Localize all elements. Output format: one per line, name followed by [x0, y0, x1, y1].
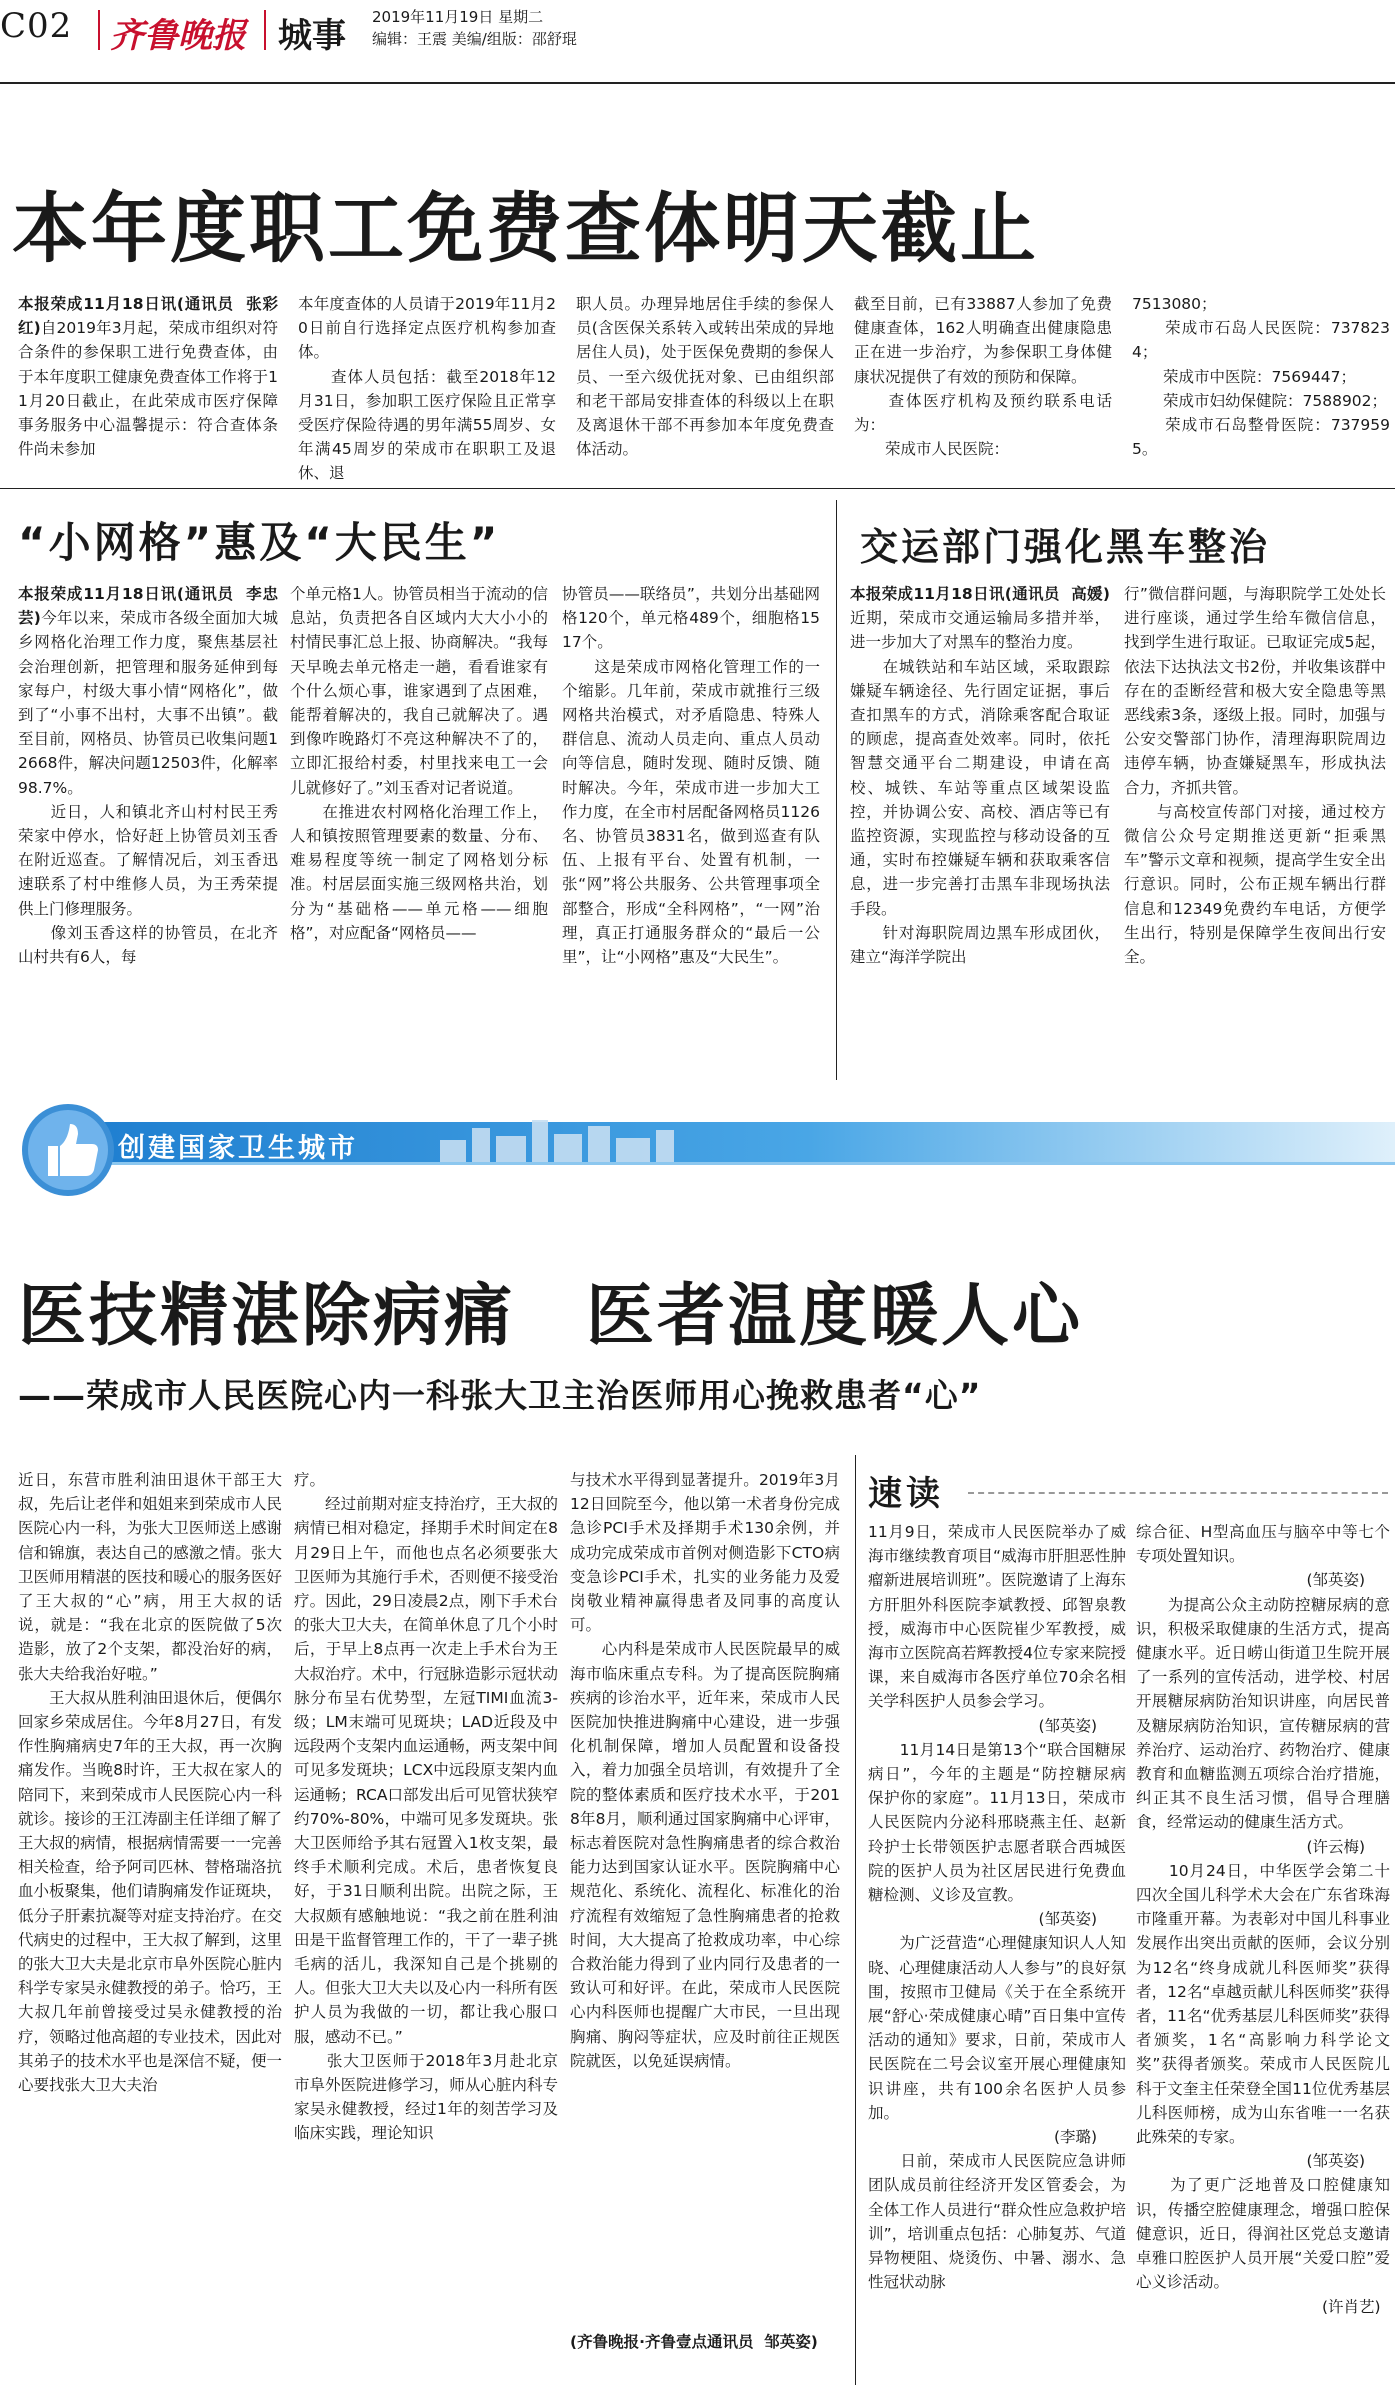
- article-1-column-1: [18, 292, 278, 472]
- article-2-headline: “小网格”惠及“大民生”: [18, 518, 501, 567]
- briefs-column-2: 综合征、H型高血压与脑卒中等七个专项处置知识。 (邹英姿) 为提高公众主动防控糖尿病的意识，积极采取健康的生活方式，提高健康水平。近日崂山街道卫生院开展了一系列的宣传活动，进学校、村居开展糖尿病防治知识讲座，向居民普及糖尿病防治知识，宣传糖尿病的营养治疗、运动治疗、药物治疗、健康教育和血糖监测五项综合治疗措施，纠正其不良生活习惯，倡导合理膳食，经常运动的健康生活方式。 (许云梅) 10月24日，中华医学会第二十四次全国儿科学术大会在广东省珠海市隆重开幕。为表彰对中国儿科事业发展作出突出贡献的医师，会议分别为12名“终身成就儿科医师奖”获得者，12名“卓越贡献儿科医师奖”获得者，11名“优秀基层儿科医师奖”获得者颁奖，1名“高影响力科学论文奖”获得者颁奖。荣成市人民医院儿科于文奎主任荣登全国11位优秀基层儿科医师榜，成为山东省唯一一名获此殊荣的专家。 (邹英姿) 为了更广泛地普及口腔健康知识，传播空腔健康理念，增强口腔保健意识，近日，得润社区党总支邀请卓雅口腔医护人员开展“关爱口腔”爱心义诊活动。 (许肖艺): [1136, 1523, 1390, 2316]
- masthead-divider: [264, 10, 266, 50]
- article-2-column-1: [18, 582, 278, 1082]
- briefs-rule: [968, 1492, 1388, 1494]
- article-1-byline: 本报荣成11月18日讯(通讯员 张彩红): [18, 295, 278, 338]
- masthead-divider: [98, 10, 100, 50]
- article-1-column-5: 7513080； 荣成市石岛人民医院：7378234； 荣成市中医院：7569447； 荣成市妇幼保健院：7588902； 荣成市石岛整骨医院：7379595。: [1132, 295, 1390, 459]
- section-name: 城事: [278, 16, 346, 56]
- issue-date: 2019年11月19日 星期二: [372, 8, 544, 26]
- editors-credit: 编辑：王震 美编/组版：邵舒琨: [372, 30, 577, 48]
- article-4-column-1: 近日，东营市胜利油田退休干部王大叔，先后让老伴和姐姐来到荣成市人民医院心内一科，为张大卫医师送上感谢信和锦旗，表达自己的感激之情。张大卫医师用精湛的医技和暖心的服务医好了王大叔的“心”病，用王大叔的话说，就是：“我在北京的医院做了5次造影，放了2个支架，都没治好的病，张大夫给我治好啦。” 王大叔从胜利油田退休后，便偶尔回家乡荣成居住。今年8月27日，有发作性胸痛病史7年的王大叔，再一次胸痛发作。当晚8时许，王大叔在家人的陪同下，来到荣成市人民医院心内一科就诊。接诊的王江涛副主任详细了解了王大叔的病情，根据病情需要一一完善相关检查，给予阿司匹林、替格瑞洛抗血小板聚集，他们请胸痛发作证斑块，低分子肝素抗凝等对症支持治疗。在交代病史的过程中，王大叔了解到，这里的张大卫大夫是北京市阜外医院心脏内科学专家吴永健教授的弟子。恰巧，王大叔几年前曾接受过吴永健教授的治疗，领略过他高超的专业技术，因此对其弟子的技术水平也是深信不疑，便一心要找张大卫大夫治: [18, 1471, 282, 2095]
- briefs-column-1: 11月9日，荣成市人民医院举办了威海市继续教育项目“威海市肝胆恶性肿瘤新进展培训班”。医院邀请了上海东方肝胆外科医院李斌教授、邱智泉教授，威海市中心医院崔少军教授，威海市立医院高若辉教授4位专家来院授课，来自威海市各医疗单位70余名相关学科医护人员参会学习。 (邹英姿) 11月14日是第13个“联合国糖尿病日”，今年的主题是“防控糖尿病 保护你的家庭”。11月13日，荣成市人民医院内分泌科邢晓燕主任、赵新玲护士长带领医护志愿者联合西城医院的医护人员为社区居民进行免费血糖检测、义诊及宣教。 (邹英姿) 为广泛营造“心理健康知识人人知晓、心理健康活动人人参与”的良好氛围，按照市卫健局《关于在全系统开展“舒心·荣成健康心晴”百日集中宣传活动的通知》要求，日前，荣成市人民医院在二号会议室开展心理健康知识讲座，共有100余名医护人员参加。 (李璐) 日前，荣成市人民医院应急讲师团队成员前往经济开发区管委会，为全体工作人员进行“群众性应急救护培训”，培训重点包括：心肺复苏、气道异物梗阻、烧烫伤、中暑、溺水、急性冠状动脉: [868, 1523, 1126, 2292]
- article-1-column-2: 本年度查体的人员请于2019年11月20日前自行选择定点医疗机构参加查体。 查体人员包括：截至2018年12月31日，参加职工医疗保险且正常享受医疗保险待遇的男年满55周岁、女年满45周岁的荣成市在职职工及退休、退: [298, 295, 556, 483]
- article-1-text: 自2019年3月起，荣成市组织对符合条件的参保职工进行免费查体，由于本年度职工健康免费查体工作将于11月20日截止，在此荣成市医疗保障事务服务中心温馨提示：符合查体条件尚未参加: [18, 319, 278, 459]
- column-divider: [836, 500, 837, 1080]
- article-1-headline: 本年度职工免费查体明天截止: [12, 184, 1039, 273]
- article-4-column-3: 与技术水平得到显著提升。2019年3月12日回院至今，他以第一术者身份完成急诊PCI手术及择期手术130余例，并成功完成荣成市首例对侧造影下CTO病变急诊PCI手术，扎实的业务能力及爱岗敬业精神赢得患者及同事的高度认可。 心内科是荣成市人民医院最早的威海市临床重点专科。为了提高医院胸痛疾病的诊治水平，近年来，荣成市人民医院加快推进胸痛中心建设，进一步强化机制保障，增加人员配置和设备投入，着力加强全员培训，有效提升了全院的整体素质和医疗技术水平，于2018年8月，顺利通过国家胸痛中心评审，标志着医院对急性胸痛患者的综合救治能力达到国家认证水平。医院胸痛中心规范化、系统化、流程化、标准化的治疗流程有效缩短了急性胸痛患者的抢救时间，大大提高了抢救成功率，中心综合救治能力得到了业内同行及患者的一致认可和好评。在此，荣成市人民医院心内科医师也提醒广大市民，一旦出现胸痛、胸闷等症状，应及时前往正规医院就医，以免延误病情。: [570, 1471, 840, 2070]
- banner-title: 创建国家卫生城市: [118, 1133, 358, 1164]
- article-4-column-2: 疗。 经过前期对症支持治疗，王大叔的病情已相对稳定，择期手术时间定在8月29日上午，而他也点名必须要张大卫医师为其施行手术，否则便不接受治疗。因此，29日凌晨2点，刚下手术台的张大卫大夫，在简单休息了几个小时后，于早上8点再一次走上手术台为王大叔治疗。术中，行冠脉造影示冠状动脉分布呈右优势型，左冠TIMI血流3-级；LM末端可见斑块；LAD近段及中远段两个支架内血运通畅，两支架中间可见多发斑块；LCX中远段原支架内血运通畅；RCA口部发出后可见管状狭窄约70%-80%，中端可见多发斑块。张大卫医师给予其右冠置入1枚支架，最终手术顺利完成。术后，患者恢复良好，于31日顺利出院。出院之际，王大叔颇有感触地说：“我之前在胜利油田是干监督管理工作的，干了一辈子挑毛病的活儿，我深知自己是个挑剔的人。但张大卫大夫以及心内一科所有医护人员为我做的一切，都让我心服口服，感动不已。” 张大卫医师于2018年3月赴北京市阜外医院进修学习，师从心脏内科专家吴永健教授，经过1年的刻苦学习及临床实践，理论知识: [294, 1471, 558, 2143]
- thumbs-up-icon: [18, 1100, 118, 1200]
- masthead-rule: [0, 82, 1395, 84]
- article-1-column-4: 截至目前，已有33887人参加了免费健康查体，162人明确查出健康隐患正在进一步治疗，为参保职工身体健康状况提供了有效的预防和保障。 查体医疗机构及预约联系电话为： 荣成市人民医院：: [854, 295, 1112, 459]
- article-3-text: 近期，荣成市交通运输局多措并举，进一步加大了对黑车的整治力度。 在城铁站和车站区域，采取跟踪嫌疑车辆途径、先行固定证据，事后查扣黑车的方式，消除乘客配合取证的顾虑，提高查处效率。同时，依托智慧交通平台二期建设，申请在高校、城铁、车站等重点区域架设监控，并协调公安、高校、酒店等已有监控资源，实现监控与移动设备的互通，实时布控嫌疑车辆和获取乘客信息，进一步完善打击黑车非现场执法手段。 针对海职院周边黑车形成团伙，建立“海洋学院出: [850, 609, 1110, 967]
- article-4-subheadline: ——荣成市人民医院心内一科张大卫主治医师用心挽救患者“心”: [18, 1376, 982, 1415]
- article-3-column-1: [850, 582, 1110, 1082]
- column-divider: [855, 1455, 856, 2385]
- article-2-text: 今年以来，荣成市各级全面加大城乡网格化治理工作力度，聚焦基层社会治理创新，把管理和服务延伸到每家每户，村级大事小情“网格化”，做到了“小事不出村，大事不出镇”。截至目前，网格员、协管员已收集问题12668件，解决问题12503件，化解率98.7%。 近日，人和镇北齐山村村民王秀荣家中停水，恰好赶上协管员刘玉香在附近巡查。了解情况后，刘玉香迅速联系了村中维修人员，为王秀荣提供上门修理服务。 像刘玉香这样的协管员，在北齐山村共有6人，每: [18, 609, 278, 967]
- article-4-headline: 医技精湛除病痛 医者温度暖人心: [18, 1277, 1084, 1356]
- newspaper-logo: 齐鲁晚报: [110, 16, 246, 56]
- article-2-column-3: 协管员——联络员”，共划分出基础网格120个，单元格489个，细胞格1517个。 这是荣成市网格化管理工作的一个缩影。几年前，荣成市就推行三级网格共治模式，对矛盾隐患、特殊人群信息、流动人员走向、重点人员动向等信息，随时发现、随时反馈、随时解决。今年，荣成市进一步加大工作力度，在全市村居配备网格员1126名、协管员3831名，做到巡查有队伍、上报有平台、处置有机制，一张“网”将公共服务、公共管理事项全部整合，形成“全科网格”，“一网”治理，真正打通服务群众的“最后一公里”，让“小网格”惠及“大民生”。: [562, 585, 820, 967]
- page-number: C02: [0, 6, 73, 46]
- article-4-byline: (齐鲁晚报·齐鲁壹点通讯员 邹英姿): [570, 2333, 818, 2351]
- article-2-column-2: 个单元格1人。协管员相当于流动的信息站，负责把各自区域内大大小小的村情民事汇总上报、协商解决。“我每天早晚去单元格走一趟，看看谁家有个什么烦心事，谁家遇到了点困难，能帮着解决的，我自己就解决了。遇到像咋晚路灯不亮这种解决不了的，立即汇报给村委，村里找来电工一会儿就修好了。”刘玉香对记者说道。 在推进农村网格化治理工作上，人和镇按照管理要素的数量、分布、难易程度等统一制定了网格划分标准。村居层面实施三级网格共治，划分为“基础格——单元格——细胞格”，对应配备“网格员——: [290, 585, 548, 942]
- article-1-column-3: 职人员。办理异地居住手续的参保人员(含医保关系转入或转出荣成的异地居住人员)，处于医保免费期的参保人员、一至六级优抚对象、已由组织部和老干部局安排查体的科级以上在职及离退休干部不再参加本年度免费查体活动。: [576, 295, 834, 459]
- article-2-byline: 本报荣成11月18日讯(通讯员 李忠芸): [18, 585, 278, 628]
- briefs-title: 速读: [868, 1474, 944, 1514]
- article-3-headline: 交运部门强化黑车整治: [860, 525, 1271, 569]
- section-divider: [0, 488, 1395, 489]
- article-3-byline: 本报荣成11月18日讯(通讯员 高媛): [850, 585, 1110, 603]
- health-city-banner: [0, 1100, 1395, 1200]
- article-3-column-2: 行”微信群问题，与海职院学工处处长进行座谈，通过学生给车微信信息，找到学生进行取证。已取证完成5起，依法下达执法文书2份，并收集该群中存在的歪断经营和极大安全隐患等黑恶线索3条，逐级上报。同时，加强与公安交警部门协作，清理海职院周边违停车辆，协查嫌疑黑车，形成执法合力，齐抓共管。 与高校宣传部门对接，通过校方微信公众号定期推送更新“拒乘黑车”警示文章和视频，提高学生安全出行意识。同时，公布正规车辆出行群信息和12349免费约车电话，方便学生出行，特别是保障学生夜间出行安全。: [1124, 585, 1386, 967]
